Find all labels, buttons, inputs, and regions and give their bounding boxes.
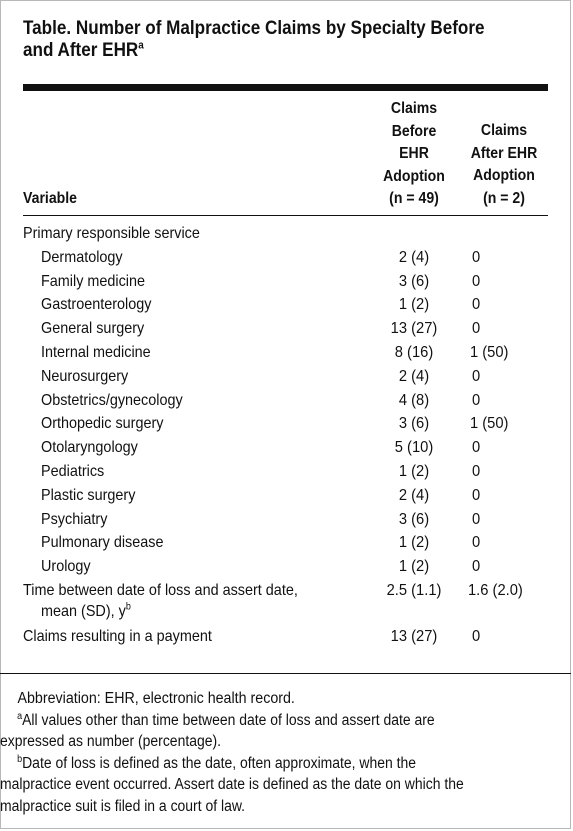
header-before-line: Adoption [383, 167, 445, 185]
cell-after: 0 [472, 510, 481, 528]
cell-after: 0 [472, 296, 481, 314]
footnote-b-line3: malpractice suit is filed in a court of law. [0, 797, 246, 815]
cell-before: 1 (2) [398, 296, 430, 314]
row-label: Orthopedic surgery [41, 415, 164, 433]
row-label: Neurosurgery [41, 367, 129, 385]
row-label: Psychiatry [41, 510, 108, 528]
row-label: Otolaryngology [41, 439, 138, 457]
cell-after: 0 [472, 439, 481, 457]
section-label: Primary responsible service [23, 225, 200, 242]
table-row [0, 317, 573, 341]
footnote-b [0, 753, 504, 818]
row-label: Dermatology [41, 248, 123, 266]
time-footnote-marker: b [125, 601, 131, 613]
section-row [0, 222, 573, 246]
header-before-line: Before [391, 122, 437, 140]
column-header-after [467, 120, 541, 210]
table-row [0, 412, 573, 436]
cell-after: 0 [472, 534, 481, 552]
cell-before: 1 (2) [398, 558, 430, 576]
footnote-abbreviation: Abbreviation: EHR, electronic health record. [17, 690, 295, 707]
row-label: Pulmonary disease [41, 534, 164, 552]
row-label: Plastic surgery [41, 486, 136, 504]
table-row [0, 555, 573, 579]
footnote-a-marker: a [17, 710, 23, 722]
footnote-a-line1: All values other than time between date of loss and assert date are [22, 711, 435, 729]
cell-after: 0 [472, 627, 481, 645]
header-after-line: Claims [480, 122, 528, 139]
table-row [0, 484, 573, 508]
cell-after: 0 [472, 367, 481, 385]
header-after-line: (n = 2) [483, 189, 525, 207]
row-label: Internal medicine [41, 343, 151, 361]
cell-after: 0 [472, 272, 481, 290]
cell-before: 13 (27) [390, 320, 438, 338]
table-bottom-rule [0, 673, 571, 674]
footnote-b-line2: malpractice event occurred. Assert date is defined as the date on which the [0, 776, 464, 793]
header-rule-thick [23, 84, 548, 91]
cell-before: 13 (27) [390, 627, 438, 645]
cell-before: 2.5 (1.1) [386, 581, 442, 599]
header-before-line: EHR [399, 145, 429, 162]
cell-before: 3 (6) [398, 415, 430, 433]
row-label: Obstetrics/gynecology [41, 391, 183, 409]
table-title [23, 18, 500, 62]
cell-after: 0 [472, 462, 481, 480]
table-row [0, 246, 573, 270]
time-label-line2-text: mean (SD), y [41, 602, 126, 620]
table-row [0, 531, 573, 555]
table-title-text: Table. Number of Malpractice Claims by Specialty Before and After EHR [23, 18, 485, 61]
cell-after: 1.6 (2.0) [468, 581, 523, 599]
cell-after: 0 [472, 558, 481, 576]
time-label-line2 [41, 600, 131, 624]
cell-before: 1 (2) [398, 462, 430, 480]
cell-after: 0 [472, 391, 481, 409]
cell-before: 2 (4) [398, 248, 430, 266]
footnote-b-marker: b [17, 753, 23, 765]
cell-after: 1 (50) [470, 343, 509, 361]
row-label: General surgery [41, 320, 145, 338]
cell-after: 1 (50) [470, 415, 509, 433]
footnote-a-line2: expressed as number (percentage). [0, 733, 222, 750]
cell-before: 1 (2) [398, 534, 430, 552]
table-body [0, 222, 573, 649]
header-rule-thin [23, 215, 548, 216]
cell-before: 4 (8) [398, 391, 430, 409]
footnote-b-line1: Date of loss is defined as the date, often approximate, when the [22, 754, 417, 772]
cell-before: 2 (4) [398, 367, 430, 385]
table-row [0, 389, 573, 413]
cell-before: 2 (4) [398, 486, 430, 504]
table-row-time [0, 579, 573, 625]
table-row [0, 293, 573, 317]
table-row [0, 508, 573, 532]
header-after-line: Adoption [473, 167, 535, 184]
time-label-line1: Time between date of loss and assert date, [23, 581, 298, 599]
row-label: Pediatrics [41, 462, 105, 480]
row-label: Urology [41, 558, 91, 576]
title-footnote-marker: a [138, 39, 144, 52]
cell-after: 0 [472, 486, 481, 504]
row-label: Claims resulting in a payment [23, 627, 212, 645]
cell-before: 3 (6) [398, 272, 430, 290]
header-before-line: (n = 49) [389, 190, 439, 207]
table-footnotes [0, 688, 560, 817]
table-row [0, 436, 573, 460]
cell-before: 5 (10) [394, 439, 434, 457]
row-label: Gastroenterology [41, 296, 152, 314]
cell-before: 8 (16) [394, 343, 434, 361]
footnote-a [0, 710, 504, 753]
table-row [0, 460, 573, 484]
column-header-before [379, 98, 449, 211]
cell-before: 3 (6) [398, 510, 430, 528]
header-after-line: After EHR [470, 144, 538, 162]
table-row [0, 341, 573, 365]
row-label: Family medicine [41, 272, 146, 290]
table-row [0, 365, 573, 389]
table-row-payment [0, 625, 573, 649]
table-row [0, 270, 573, 294]
header-before-line: Claims [390, 100, 438, 117]
column-header-variable: Variable [23, 190, 78, 207]
cell-after: 0 [472, 320, 481, 338]
cell-after: 0 [472, 248, 481, 266]
